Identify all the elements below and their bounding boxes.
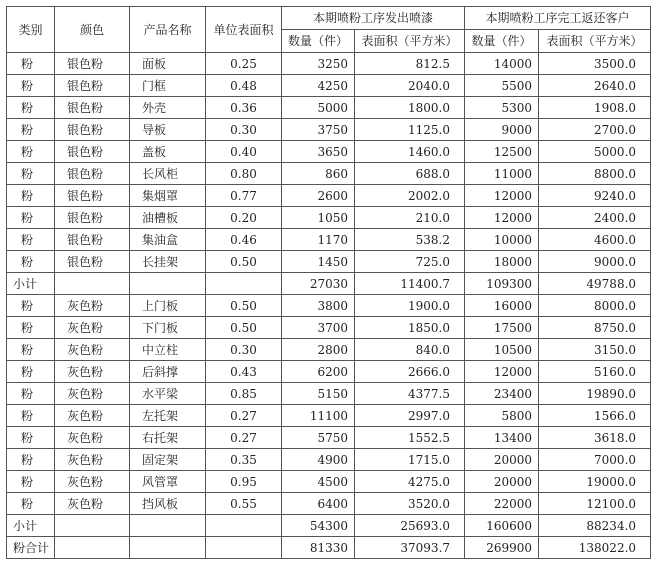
cell-unit-area: 0.43: [206, 361, 282, 383]
cell-category: 粉: [7, 383, 55, 405]
cell-back-qty: 11000: [465, 163, 539, 185]
header-color: 颜色: [55, 7, 130, 53]
table-row: [7, 207, 651, 229]
cell-category: 小计: [7, 515, 55, 537]
cell-color: 银色粉: [55, 251, 130, 273]
cell-out-qty: 860: [282, 163, 355, 185]
cell-category: 粉: [7, 339, 55, 361]
cell-out-area: 2997.0: [355, 405, 465, 427]
cell-category: 粉: [7, 229, 55, 251]
cell-color: 银色粉: [55, 97, 130, 119]
cell-unit-area: 0.77: [206, 185, 282, 207]
cell-out-qty: 2600: [282, 185, 355, 207]
cell-color: 银色粉: [55, 163, 130, 185]
cell-back-qty: 20000: [465, 449, 539, 471]
cell-back-area: 19000.0: [539, 471, 651, 493]
subtotal-row: [7, 537, 651, 559]
cell-product-name: 挡风板: [130, 493, 206, 515]
cell-unit-area: 0.36: [206, 97, 282, 119]
cell-color: 灰色粉: [55, 427, 130, 449]
table-row: [7, 163, 651, 185]
cell-color: 灰色粉: [55, 317, 130, 339]
cell-back-qty: 14000: [465, 53, 539, 75]
cell-unit-area: 0.30: [206, 119, 282, 141]
cell-out-area: 725.0: [355, 251, 465, 273]
cell-back-qty: 5500: [465, 75, 539, 97]
cell-back-area: 4600.0: [539, 229, 651, 251]
cell-unit-area: 0.35: [206, 449, 282, 471]
cell-out-area: 688.0: [355, 163, 465, 185]
cell-back-qty: 9000: [465, 119, 539, 141]
cell-unit-area: [206, 537, 282, 559]
cell-product-name: 长风柜: [130, 163, 206, 185]
cell-category: 粉: [7, 97, 55, 119]
cell-product-name: 风管罩: [130, 471, 206, 493]
table-row: [7, 97, 651, 119]
cell-category: 粉: [7, 75, 55, 97]
cell-back-area: 1908.0: [539, 97, 651, 119]
cell-category: 粉: [7, 119, 55, 141]
cell-unit-area: 0.48: [206, 75, 282, 97]
cell-back-area: 9000.0: [539, 251, 651, 273]
cell-color: 银色粉: [55, 229, 130, 251]
cell-back-area: 138022.0: [539, 537, 651, 559]
cell-product-name: 油槽板: [130, 207, 206, 229]
cell-out-qty: 6400: [282, 493, 355, 515]
cell-out-qty: 2800: [282, 339, 355, 361]
cell-product-name: 下门板: [130, 317, 206, 339]
cell-back-qty: 10500: [465, 339, 539, 361]
cell-out-qty: 5750: [282, 427, 355, 449]
cell-color: [55, 537, 130, 559]
cell-product-name: [130, 515, 206, 537]
cell-back-area: 5160.0: [539, 361, 651, 383]
cell-category: 粉: [7, 427, 55, 449]
cell-unit-area: 0.46: [206, 229, 282, 251]
cell-out-area: 538.2: [355, 229, 465, 251]
cell-out-qty: 3800: [282, 295, 355, 317]
cell-out-area: 210.0: [355, 207, 465, 229]
cell-out-qty: 27030: [282, 273, 355, 295]
cell-out-area: 4275.0: [355, 471, 465, 493]
table-row: [7, 471, 651, 493]
header-out-area: 表面积（平方米）: [355, 30, 465, 53]
cell-out-qty: 5000: [282, 97, 355, 119]
cell-product-name: 集油盒: [130, 229, 206, 251]
cell-category: 粉合计: [7, 537, 55, 559]
table-row: [7, 141, 651, 163]
cell-out-area: 3520.0: [355, 493, 465, 515]
cell-back-qty: 12000: [465, 185, 539, 207]
table-row: [7, 493, 651, 515]
cell-back-qty: 12500: [465, 141, 539, 163]
cell-product-name: 右托架: [130, 427, 206, 449]
cell-category: 粉: [7, 53, 55, 75]
cell-back-qty: 109300: [465, 273, 539, 295]
cell-unit-area: 0.27: [206, 405, 282, 427]
table-body: [7, 53, 651, 559]
table-row: [7, 75, 651, 97]
cell-out-area: 1460.0: [355, 141, 465, 163]
cell-back-qty: 18000: [465, 251, 539, 273]
cell-color: 灰色粉: [55, 449, 130, 471]
cell-out-qty: 4250: [282, 75, 355, 97]
cell-out-area: 1552.5: [355, 427, 465, 449]
cell-color: 银色粉: [55, 185, 130, 207]
cell-product-name: 外壳: [130, 97, 206, 119]
cell-category: 粉: [7, 405, 55, 427]
cell-out-area: 812.5: [355, 53, 465, 75]
cell-out-qty: 4500: [282, 471, 355, 493]
cell-color: 银色粉: [55, 141, 130, 163]
header-unit-area: 单位表面积: [206, 7, 282, 53]
cell-back-area: 7000.0: [539, 449, 651, 471]
table-row: [7, 317, 651, 339]
cell-product-name: [130, 273, 206, 295]
cell-out-area: 1715.0: [355, 449, 465, 471]
cell-product-name: 集烟罩: [130, 185, 206, 207]
cell-back-qty: 269900: [465, 537, 539, 559]
cell-unit-area: 0.50: [206, 251, 282, 273]
cell-color: 灰色粉: [55, 295, 130, 317]
cell-color: 灰色粉: [55, 339, 130, 361]
cell-out-qty: 3250: [282, 53, 355, 75]
cell-out-qty: 1450: [282, 251, 355, 273]
table-row: [7, 405, 651, 427]
table-row: [7, 383, 651, 405]
cell-back-qty: 160600: [465, 515, 539, 537]
cell-product-name: 面板: [130, 53, 206, 75]
cell-back-area: 8000.0: [539, 295, 651, 317]
cell-out-qty: 1170: [282, 229, 355, 251]
cell-out-qty: 3700: [282, 317, 355, 339]
cell-category: 粉: [7, 163, 55, 185]
cell-unit-area: 0.27: [206, 427, 282, 449]
cell-product-name: 长挂架: [130, 251, 206, 273]
cell-product-name: 导板: [130, 119, 206, 141]
cell-out-qty: 6200: [282, 361, 355, 383]
header-back-qty: 数量（件）: [465, 30, 539, 53]
cell-unit-area: 0.25: [206, 53, 282, 75]
cell-back-area: 2400.0: [539, 207, 651, 229]
cell-category: 粉: [7, 295, 55, 317]
cell-product-name: 水平梁: [130, 383, 206, 405]
cell-color: 灰色粉: [55, 471, 130, 493]
cell-out-area: 25693.0: [355, 515, 465, 537]
table-row: [7, 185, 651, 207]
cell-back-qty: 17500: [465, 317, 539, 339]
cell-out-area: 1850.0: [355, 317, 465, 339]
cell-color: 灰色粉: [55, 405, 130, 427]
table-row: [7, 361, 651, 383]
cell-back-qty: 20000: [465, 471, 539, 493]
cell-unit-area: 0.40: [206, 141, 282, 163]
powder-coating-table: [6, 6, 651, 559]
cell-unit-area: 0.30: [206, 339, 282, 361]
cell-category: 粉: [7, 449, 55, 471]
cell-back-area: 19890.0: [539, 383, 651, 405]
cell-back-qty: 16000: [465, 295, 539, 317]
cell-back-qty: 12000: [465, 207, 539, 229]
cell-product-name: 上门板: [130, 295, 206, 317]
cell-back-area: 3150.0: [539, 339, 651, 361]
cell-out-qty: 3750: [282, 119, 355, 141]
cell-out-qty: 5150: [282, 383, 355, 405]
table-row: [7, 295, 651, 317]
cell-product-name: 固定架: [130, 449, 206, 471]
table-row: [7, 339, 651, 361]
cell-category: 粉: [7, 493, 55, 515]
cell-unit-area: [206, 273, 282, 295]
cell-back-area: 3618.0: [539, 427, 651, 449]
cell-category: 粉: [7, 361, 55, 383]
cell-product-name: 盖板: [130, 141, 206, 163]
cell-color: [55, 515, 130, 537]
cell-color: 银色粉: [55, 53, 130, 75]
cell-unit-area: 0.85: [206, 383, 282, 405]
subtotal-row: [7, 515, 651, 537]
cell-category: 粉: [7, 317, 55, 339]
cell-unit-area: 0.50: [206, 295, 282, 317]
cell-color: 银色粉: [55, 119, 130, 141]
cell-out-area: 2666.0: [355, 361, 465, 383]
table-row: [7, 449, 651, 471]
cell-back-area: 12100.0: [539, 493, 651, 515]
cell-unit-area: [206, 515, 282, 537]
cell-unit-area: 0.95: [206, 471, 282, 493]
cell-back-area: 5000.0: [539, 141, 651, 163]
cell-category: 粉: [7, 251, 55, 273]
cell-unit-area: 0.50: [206, 317, 282, 339]
cell-back-area: 3500.0: [539, 53, 651, 75]
header-product: 产品名称: [130, 7, 206, 53]
cell-out-area: 1900.0: [355, 295, 465, 317]
cell-category: 粉: [7, 141, 55, 163]
cell-color: 银色粉: [55, 75, 130, 97]
header-category: 类别: [7, 7, 55, 53]
cell-back-qty: 23400: [465, 383, 539, 405]
cell-product-name: [130, 537, 206, 559]
cell-unit-area: 0.80: [206, 163, 282, 185]
cell-unit-area: 0.55: [206, 493, 282, 515]
cell-out-qty: 1050: [282, 207, 355, 229]
header-back-area: 表面积（平方米）: [539, 30, 651, 53]
cell-back-qty: 13400: [465, 427, 539, 449]
cell-back-area: 2700.0: [539, 119, 651, 141]
header-group-back: 本期喷粉工序完工返还客户: [465, 7, 651, 30]
cell-unit-area: 0.20: [206, 207, 282, 229]
cell-back-qty: 5300: [465, 97, 539, 119]
cell-category: 粉: [7, 471, 55, 493]
cell-color: [55, 273, 130, 295]
cell-category: 小计: [7, 273, 55, 295]
cell-back-area: 9240.0: [539, 185, 651, 207]
cell-product-name: 门框: [130, 75, 206, 97]
cell-color: 灰色粉: [55, 361, 130, 383]
cell-out-qty: 3650: [282, 141, 355, 163]
cell-out-qty: 4900: [282, 449, 355, 471]
cell-category: 粉: [7, 207, 55, 229]
cell-back-area: 88234.0: [539, 515, 651, 537]
cell-back-qty: 5800: [465, 405, 539, 427]
cell-out-area: 1125.0: [355, 119, 465, 141]
cell-back-area: 8750.0: [539, 317, 651, 339]
cell-category: 粉: [7, 185, 55, 207]
cell-out-area: 2040.0: [355, 75, 465, 97]
cell-color: 灰色粉: [55, 493, 130, 515]
table-row: [7, 229, 651, 251]
cell-out-area: 1800.0: [355, 97, 465, 119]
cell-product-name: 左托架: [130, 405, 206, 427]
cell-back-area: 1566.0: [539, 405, 651, 427]
cell-out-qty: 54300: [282, 515, 355, 537]
cell-back-qty: 12000: [465, 361, 539, 383]
cell-out-area: 2002.0: [355, 185, 465, 207]
cell-out-area: 37093.7: [355, 537, 465, 559]
table-row: [7, 53, 651, 75]
subtotal-row: [7, 273, 651, 295]
cell-back-qty: 10000: [465, 229, 539, 251]
cell-back-qty: 22000: [465, 493, 539, 515]
cell-out-area: 840.0: [355, 339, 465, 361]
cell-back-area: 49788.0: [539, 273, 651, 295]
cell-color: 灰色粉: [55, 383, 130, 405]
cell-out-area: 11400.7: [355, 273, 465, 295]
table-row: [7, 251, 651, 273]
cell-product-name: 中立柱: [130, 339, 206, 361]
table-row: [7, 427, 651, 449]
header-out-qty: 数量（件）: [282, 30, 355, 53]
cell-product-name: 后斜撑: [130, 361, 206, 383]
cell-back-area: 2640.0: [539, 75, 651, 97]
cell-out-qty: 11100: [282, 405, 355, 427]
cell-out-area: 4377.5: [355, 383, 465, 405]
cell-out-qty: 81330: [282, 537, 355, 559]
table-row: [7, 119, 651, 141]
header-group-out: 本期喷粉工序发出喷漆: [282, 7, 465, 30]
cell-back-area: 8800.0: [539, 163, 651, 185]
cell-color: 银色粉: [55, 207, 130, 229]
